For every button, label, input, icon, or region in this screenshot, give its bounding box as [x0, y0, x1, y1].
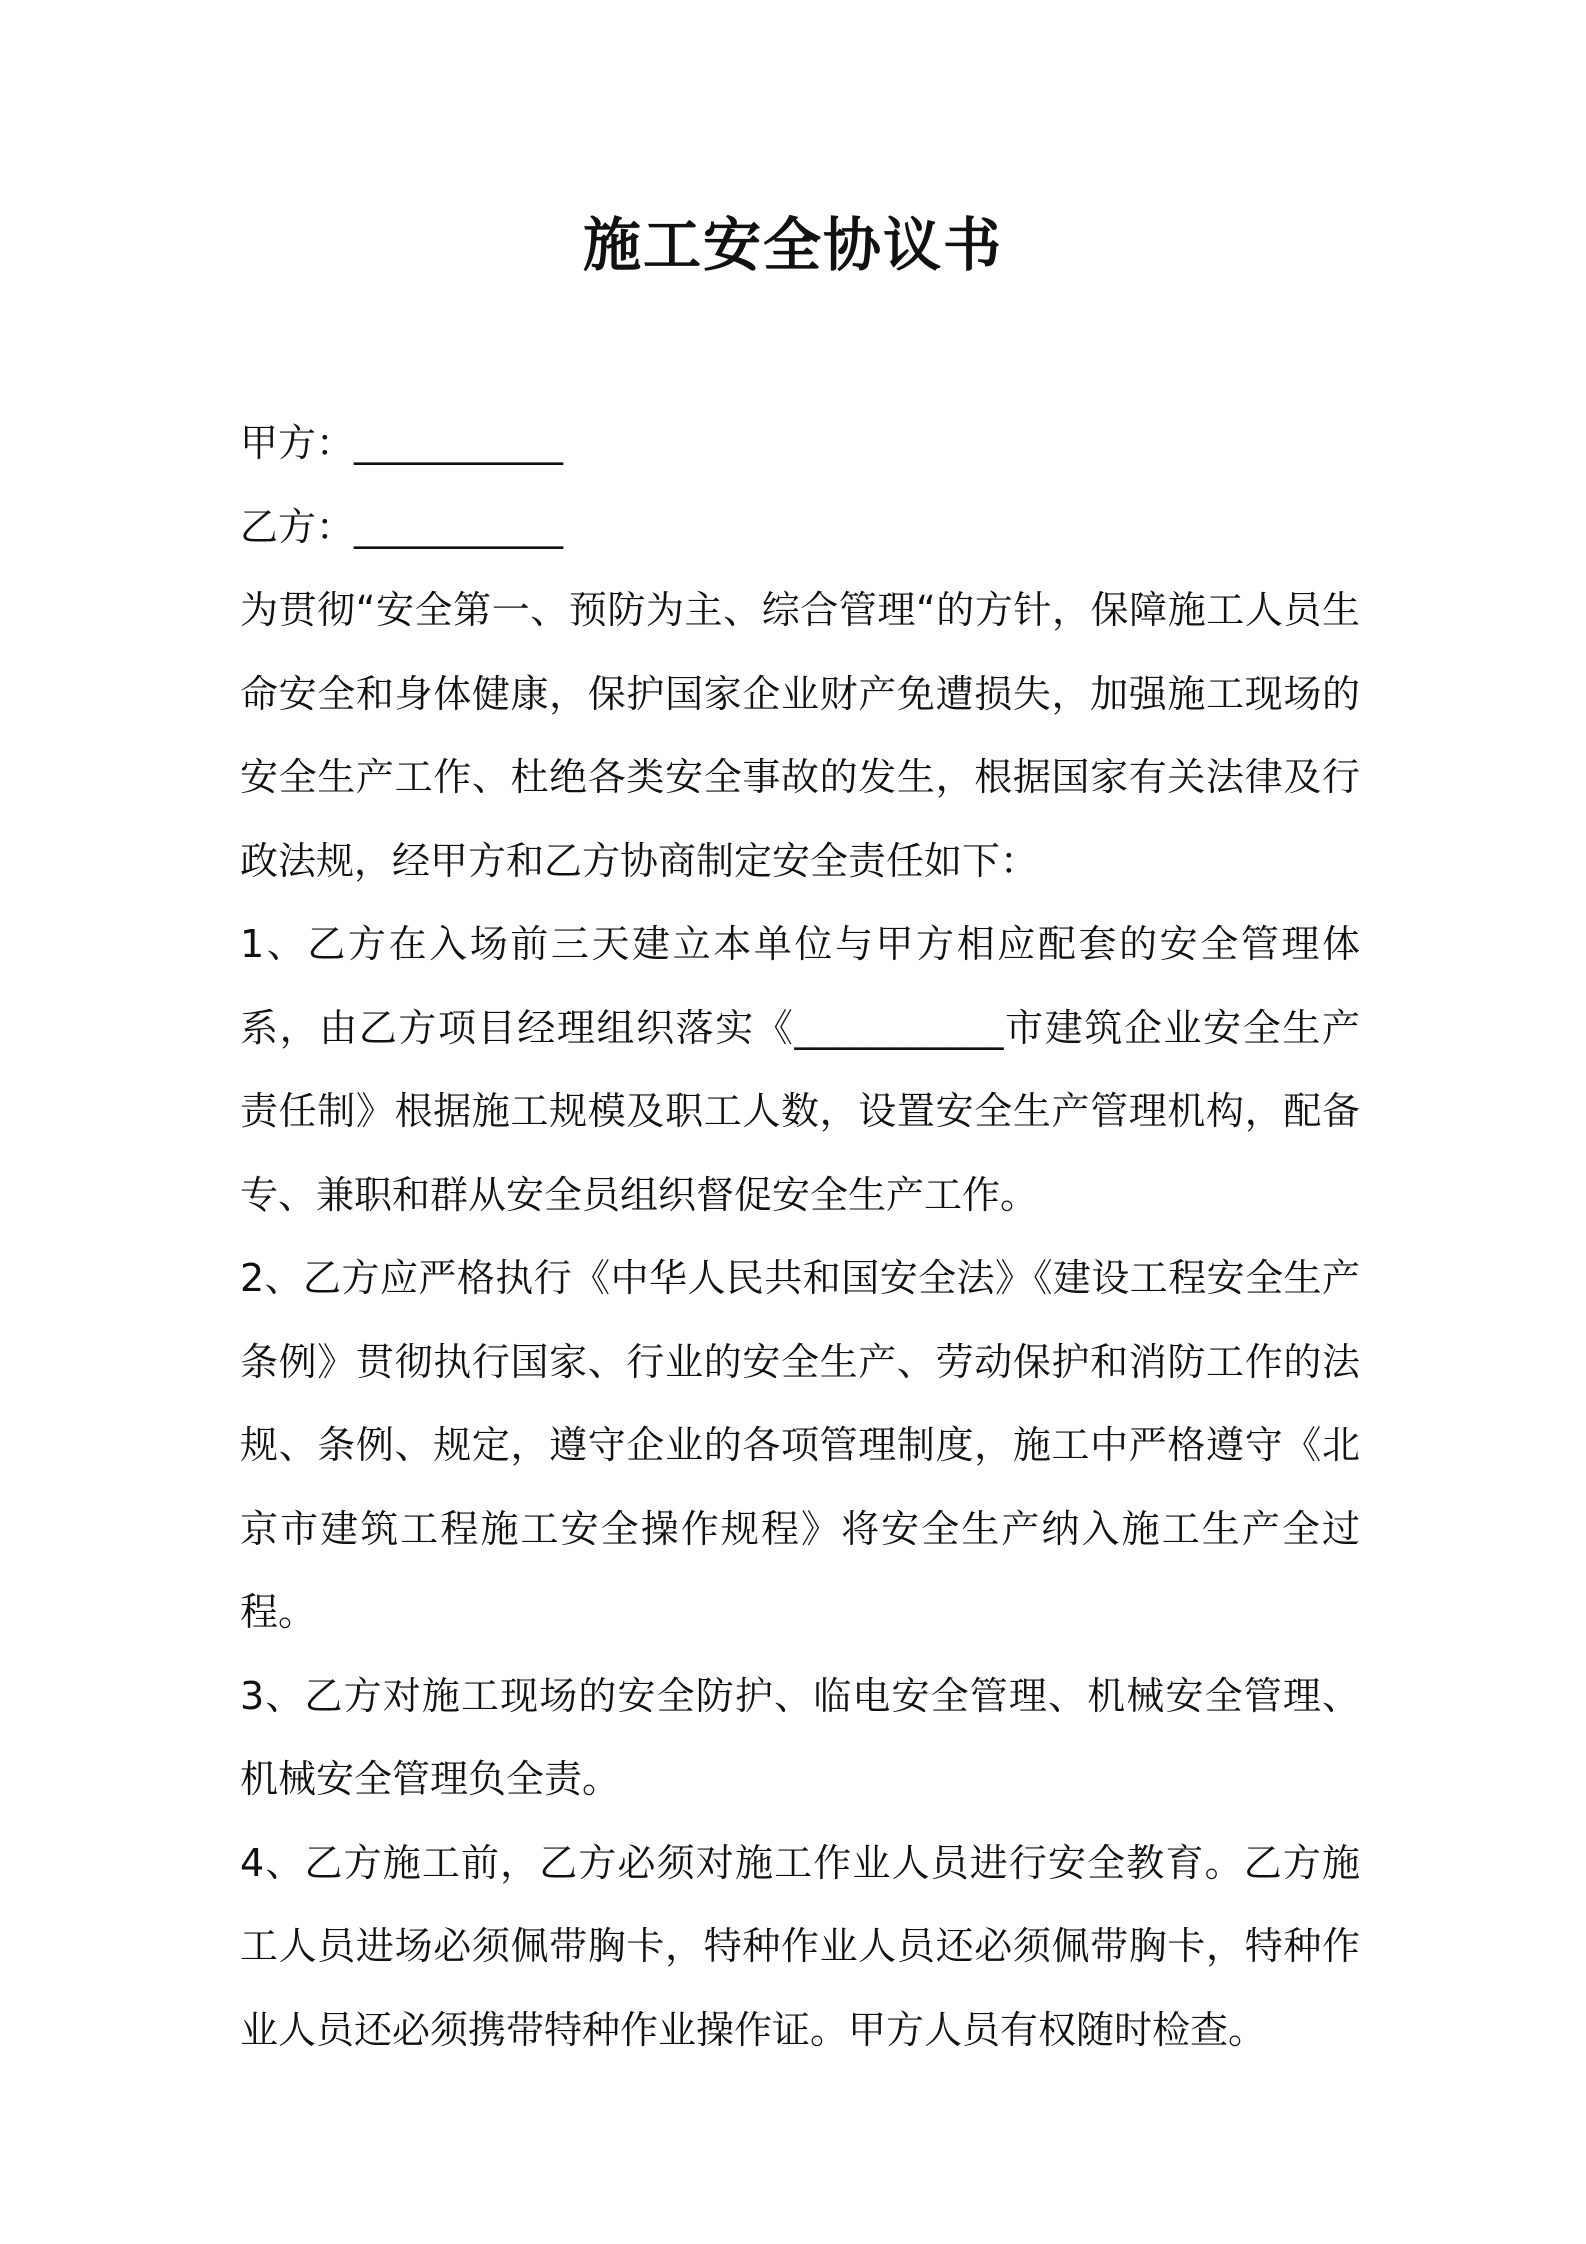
document-title: 施工安全协议书	[582, 211, 1003, 279]
clause-3-paragraph: 3、乙方对施工现场的安全防护、临电安全管理、机械安全管理、机械安全管理负全责。	[240, 1673, 1360, 1801]
clause-2-paragraph: 2、乙方应严格执行《中华人民共和国安全法》《建设工程安全生产条例》贯彻执行国家、行业的安全生产、劳动保护和消防工作的法规、条例、规定，遵守企业的各项管理制度，施工中严格遵守《北京市建筑工程施工安全操作规程》将安全生产纳入施工生产全过程。	[240, 1256, 1360, 1634]
document-body	[240, 402, 1360, 2072]
clause-4-paragraph: 4、乙方施工前，乙方必须对施工作业人员进行安全教育。乙方施工人员进场必须佩带胸卡，特种作业人员还必须佩带胸卡，特种作业人员还必须携带特种作业操作证。甲方人员有权随时检查。	[240, 1840, 1360, 2052]
party-a-line: 甲方：___________	[240, 421, 564, 465]
clause-1-paragraph: 1、乙方在入场前三天建立本单位与甲方相应配套的安全管理体系，由乙方项目经理组织落实《___________市建筑企业安全生产责任制》根据施工规模及职工人数，设置安全生产管理机构，配备专、兼职和群从安全员组织督促安全生产工作。	[240, 922, 1360, 1217]
preamble-paragraph: 为贯彻“安全第一、预防为主、综合管理“的方针，保障施工人员生命安全和身体健康，保护国家企业财产免遭损失，加强施工现场的安全生产工作、杜绝各类安全事故的发生，根据国家有关法律及行政法规，经甲方和乙方协商制定安全责任如下：	[240, 588, 1360, 883]
party-b-line: 乙方：___________	[240, 504, 564, 549]
